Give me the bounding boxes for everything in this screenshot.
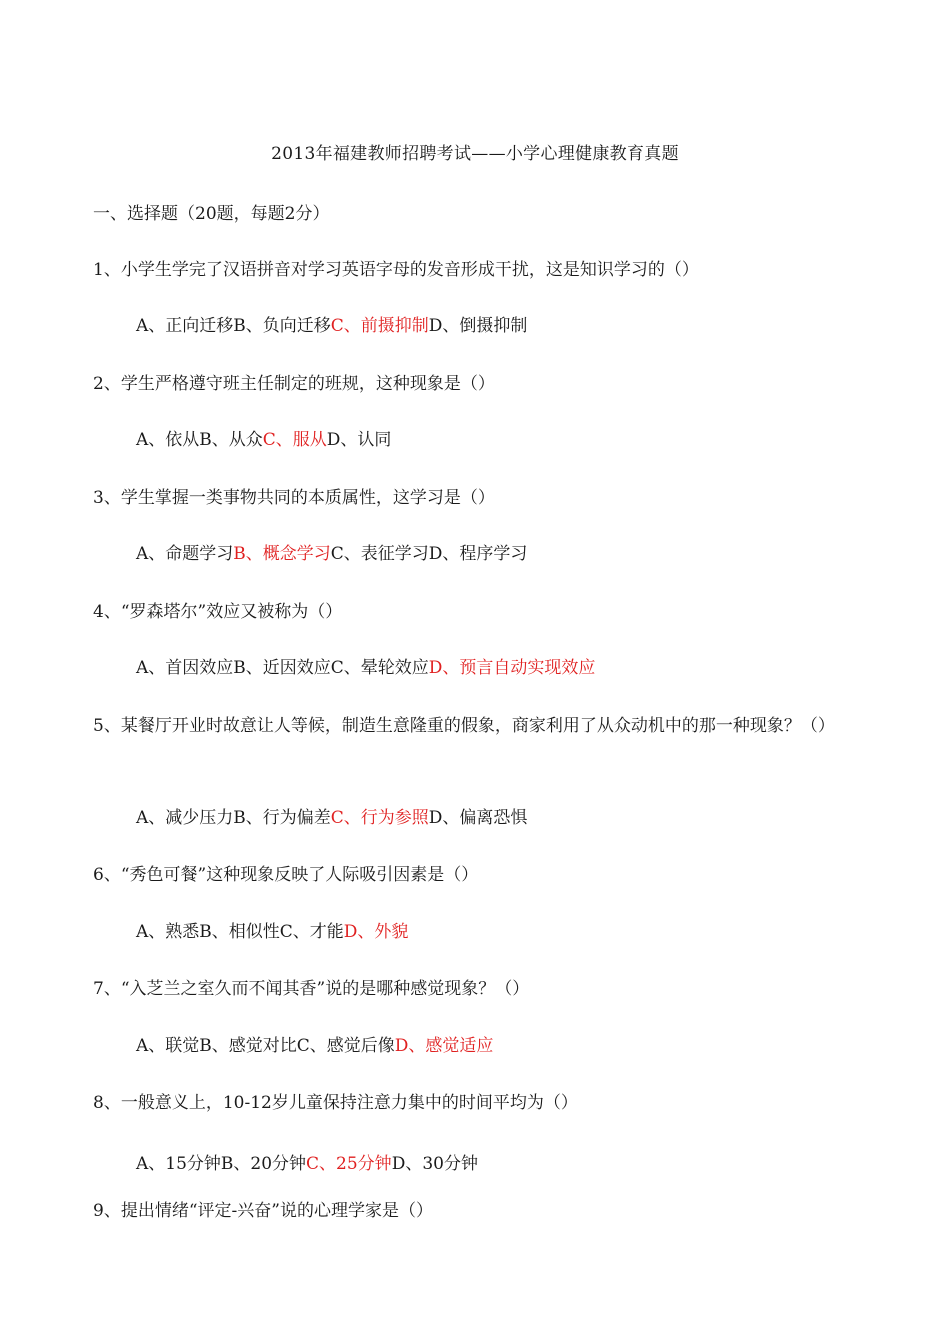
correct-option: D、外貌 <box>343 922 409 942</box>
correct-option: B、概念学习 <box>233 544 331 564</box>
option: D、30分钟 <box>391 1154 478 1174</box>
answer-options <box>136 656 595 680</box>
option: A、15分钟 <box>136 1154 221 1174</box>
page-title: 2013年福建教师招聘考试——小学心理健康教育真题 <box>271 144 679 164</box>
question-stem: 7、“入芝兰之室久而不闻其香”说的是哪种感觉现象？（） <box>93 979 530 999</box>
correct-option: C、服从 <box>262 430 327 450</box>
option: B、相似性 <box>199 922 280 942</box>
answer-options <box>136 314 527 338</box>
option: A、首因效应 <box>136 658 234 678</box>
answer-options <box>136 806 527 830</box>
question-stem: 4、“罗森塔尔”效应又被称为（） <box>93 602 343 622</box>
option: C、感觉后像 <box>296 1036 395 1056</box>
option: C、才能 <box>279 922 344 942</box>
option: A、命题学习 <box>136 544 234 564</box>
option: A、联觉 <box>136 1036 200 1056</box>
question-stem: 9、提出情绪“评定-兴奋”说的心理学家是（） <box>93 1201 433 1221</box>
correct-option: D、预言自动实现效应 <box>428 658 596 678</box>
option: D、偏离恐惧 <box>428 808 528 828</box>
question-stem: 1、小学生学完了汉语拼音对学习英语字母的发音形成干扰，这是知识学习的（） <box>93 260 699 280</box>
answer-options <box>136 1034 493 1058</box>
option: A、减少压力 <box>136 808 234 828</box>
question-stem: 3、学生掌握一类事物共同的本质属性，这学习是（） <box>93 488 495 508</box>
option: D、程序学习 <box>428 544 528 564</box>
question-stem: 2、学生严格遵守班主任制定的班规，这种现象是（） <box>93 374 495 394</box>
correct-option: C、前摄抑制 <box>330 316 429 336</box>
option: A、熟悉 <box>136 922 200 942</box>
option: B、20分钟 <box>220 1154 307 1174</box>
question-stem: 5、某餐厅开业时故意让人等候，制造生意隆重的假象，商家利用了从众动机中的那一种现象？（） <box>93 716 835 736</box>
correct-option: D、感觉适应 <box>394 1036 494 1056</box>
correct-option: C、行为参照 <box>330 808 429 828</box>
section-heading: 一、选择题（20题，每题2分） <box>93 204 330 224</box>
answer-options <box>136 428 391 452</box>
option: D、认同 <box>326 430 392 450</box>
correct-option: C、25分钟 <box>306 1154 392 1174</box>
answer-options <box>136 1152 478 1176</box>
option: B、近因效应 <box>233 658 331 678</box>
option: A、正向迁移 <box>136 316 234 336</box>
question-stem: 6、“秀色可餐”这种现象反映了人际吸引因素是（） <box>93 865 479 885</box>
question-stem: 8、一般意义上，10-12岁儿童保持注意力集中的时间平均为（） <box>93 1093 578 1113</box>
option: B、感觉对比 <box>199 1036 297 1056</box>
option: C、表征学习 <box>330 544 429 564</box>
option: B、从众 <box>199 430 263 450</box>
answer-options <box>136 920 408 944</box>
option: A、依从 <box>136 430 200 450</box>
option: B、行为偏差 <box>233 808 331 828</box>
option: D、倒摄抑制 <box>428 316 528 336</box>
answer-options <box>136 542 527 566</box>
option: B、负向迁移 <box>233 316 331 336</box>
option: C、晕轮效应 <box>330 658 429 678</box>
